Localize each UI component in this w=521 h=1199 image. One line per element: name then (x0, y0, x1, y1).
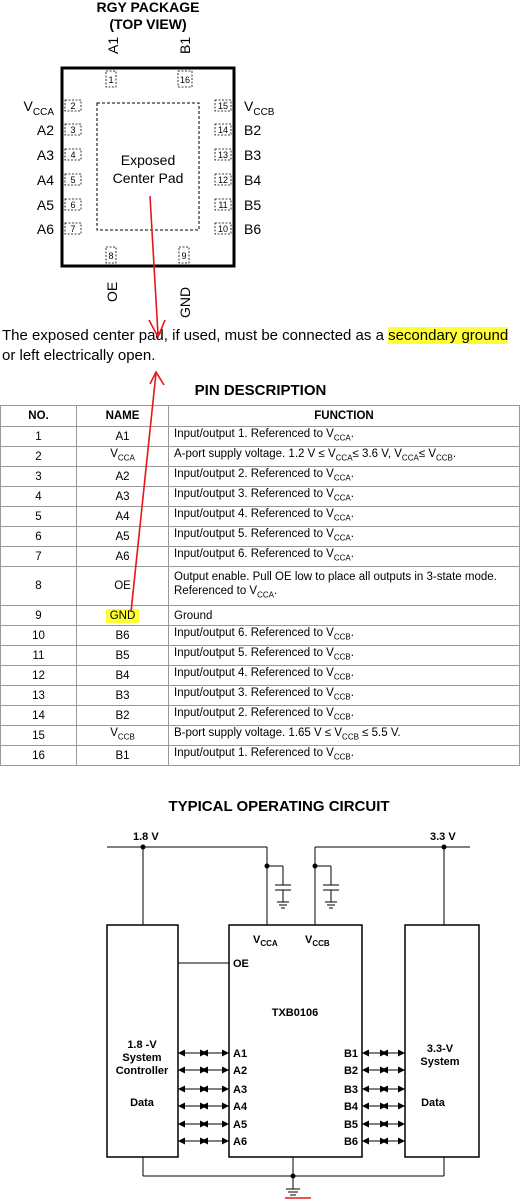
pin-label-left: A5 (36, 197, 54, 213)
junction-dot (313, 864, 318, 869)
pad-num-right: 12 (217, 175, 229, 185)
b-pin-label: B5 (343, 1119, 358, 1131)
pin-number: 1 (1, 427, 77, 447)
pin-function: Input/output 2. Referenced to $V_{CCB}$. (169, 706, 520, 726)
pin-name: B3 (77, 686, 169, 706)
table-row (1, 547, 520, 567)
table-row (1, 427, 520, 447)
pin-function: Input/output 5. Referenced to $V_{CCA}$. (169, 527, 520, 547)
pad-num-right: 15 (217, 101, 229, 111)
pin-name: OE (77, 567, 169, 606)
pin-name: B5 (77, 646, 169, 666)
pin-number: 12 (1, 666, 77, 686)
table-row (1, 726, 520, 746)
pin-label-b1: B1 (177, 36, 193, 54)
vcca-label: $V_{CCA}$ (253, 934, 278, 948)
pin-label-right: B2 (244, 122, 262, 138)
pin-number: 7 (1, 547, 77, 567)
a-pin-label: A6 (233, 1136, 248, 1148)
table-row (1, 626, 520, 646)
pad-num-left: 3 (70, 125, 76, 135)
pin-name: $V_{CCB}$ (77, 726, 169, 746)
pin-label-left: A2 (36, 122, 54, 138)
header-function: FUNCTION (169, 406, 520, 427)
pin-number: 4 (1, 487, 77, 507)
pad-num-right: 14 (217, 125, 229, 135)
pin-function: Output enable. Pull OE low to place all outputs in 3-state mode. Referenced to $V_{CCA}$. (169, 567, 520, 606)
pad-num-8: 8 (108, 251, 114, 261)
pin-function: Input/output 1. Referenced to $V_{CCA}$. (169, 427, 520, 447)
pad-num-right: 10 (217, 224, 229, 234)
table-row (1, 467, 520, 487)
header-name: NAME (77, 406, 169, 427)
pin-label-right: B5 (244, 197, 262, 213)
pin-description-table (0, 405, 520, 766)
pad-num-left: 4 (70, 150, 76, 160)
pin-number: 14 (1, 706, 77, 726)
table-row (1, 646, 520, 666)
bus-lines (178, 1048, 405, 1148)
pad-num-right: 11 (218, 200, 228, 210)
pin-number: 6 (1, 527, 77, 547)
pad-label-1: Exposed (120, 152, 176, 168)
pad-num-left: 5 (70, 175, 76, 185)
junction-dot (141, 845, 146, 850)
vccb-label: $V_{CCB}$ (305, 934, 330, 948)
pin-name: B6 (77, 626, 169, 646)
pin-label-right: B3 (244, 147, 262, 163)
rail-label-right: 3.3 V (430, 831, 456, 843)
pin-label-right: $V_{CCB}$ (244, 98, 275, 118)
b-pin-label: B4 (343, 1101, 358, 1113)
oe-label: OE (233, 958, 249, 970)
package-diagram (0, 0, 521, 325)
pad-label-2: Center Pad (112, 170, 184, 186)
table-row (1, 567, 520, 606)
pin-name: B2 (77, 706, 169, 726)
pin-name: $V_{CCA}$ (77, 447, 169, 467)
pin-name: A4 (77, 507, 169, 527)
pin-function: Ground (169, 606, 520, 626)
pin-label-left: A6 (36, 221, 54, 237)
pad-num-right: 13 (217, 150, 229, 160)
table-row (1, 666, 520, 686)
pin-function: A-port supply voltage. 1.2 $V \le V_{CCA}\le 3.6$ V, $V_{CCA}\le V_{CCB}$. (169, 447, 520, 467)
header-no: NO. (1, 406, 77, 427)
pin-function: Input/output 6. Referenced to $V_{CCA}$. (169, 547, 520, 567)
table-row (1, 447, 520, 467)
pin-label-left: A3 (36, 147, 54, 163)
pin-number: 15 (1, 726, 77, 746)
pin-number: 5 (1, 507, 77, 527)
pad-num-16: 16 (179, 75, 191, 85)
pin-name: B1 (77, 746, 169, 766)
pad-num-left: 2 (70, 101, 76, 111)
pin-name: GND (77, 606, 169, 626)
pin-name: A6 (77, 547, 169, 567)
pin-name: A3 (77, 487, 169, 507)
chip-name: TXB0106 (271, 1007, 319, 1019)
table-row (1, 507, 520, 527)
pin-number: 11 (1, 646, 77, 666)
system-label-2: System (420, 1056, 460, 1068)
pin-number: 3 (1, 467, 77, 487)
pin-function: Input/output 5. Referenced to $V_{CCB}$. (169, 646, 520, 666)
pin-description-title: PIN DESCRIPTION (194, 382, 327, 399)
pin-name: A2 (77, 467, 169, 487)
pin-name: A1 (77, 427, 169, 447)
a-pin-label: A2 (233, 1065, 248, 1077)
system-data-label: Data (421, 1097, 445, 1109)
pad-num-left: 6 (70, 200, 76, 210)
system-label-1: 3.3-V (426, 1043, 454, 1055)
pin-label-right: B4 (244, 172, 262, 188)
pad-num-left: 7 (70, 224, 76, 234)
controller-label-2: System (122, 1052, 162, 1064)
pin-label-gnd: GND (177, 286, 193, 318)
pin-number: 2 (1, 447, 77, 467)
pin-name: B4 (77, 666, 169, 686)
a-pin-label: A3 (233, 1084, 248, 1096)
circuit-title: TYPICAL OPERATING CIRCUIT (168, 798, 390, 815)
pin-number: 9 (1, 606, 77, 626)
a-pin-label: A4 (233, 1101, 248, 1113)
pad-num-9: 9 (181, 251, 187, 261)
note-highlight: secondary ground (388, 327, 509, 344)
junction-dot (265, 864, 270, 869)
a-pin-label: A1 (233, 1048, 248, 1060)
pad-num-1: 1 (108, 75, 114, 85)
pin-function: Input/output 3. Referenced to $V_{CCA}$. (169, 487, 520, 507)
center-pad-note (2, 326, 517, 366)
pin-function: B-port supply voltage. 1.65 $V \le V_{CCB} \le 5.5$ V. (169, 726, 520, 746)
table-row (1, 487, 520, 507)
note-text-1: The exposed center pad, if used, must be connected as a (2, 327, 389, 344)
b-pin-label: B1 (343, 1048, 358, 1060)
table-row (1, 686, 520, 706)
pin-number: 13 (1, 686, 77, 706)
table-row (1, 746, 520, 766)
controller-data-label: Data (130, 1097, 154, 1109)
table-row (1, 527, 520, 547)
pin-number: 16 (1, 746, 77, 766)
note-text-2: or left electrically open. (2, 347, 156, 364)
pin-function: Input/output 6. Referenced to $V_{CCB}$. (169, 626, 520, 646)
pin-name: A5 (77, 527, 169, 547)
pin-label-left: A4 (36, 172, 54, 188)
controller-label-3: Controller (115, 1065, 169, 1077)
b-pin-label: B3 (343, 1084, 358, 1096)
system-block (405, 925, 479, 1157)
pin-function: Input/output 3. Referenced to $V_{CCB}$. (169, 686, 520, 706)
pin-number: 8 (1, 567, 77, 606)
b-pin-label: B6 (343, 1136, 358, 1148)
pin-function: Input/output 1. Referenced to $V_{CCB}$. (169, 746, 520, 766)
pin-label-oe: OE (104, 281, 120, 302)
rail-label-left: 1.8 V (133, 831, 159, 843)
pin-function: Input/output 4. Referenced to $V_{CCA}$. (169, 507, 520, 527)
controller-label-1: 1.8 -V (127, 1039, 157, 1051)
table-row (1, 606, 520, 626)
junction-dot (291, 1174, 296, 1179)
pin-label-a1: A1 (105, 36, 121, 54)
pin-number: 10 (1, 626, 77, 646)
pin-label-right: B6 (244, 221, 262, 237)
typical-operating-circuit (0, 790, 521, 1199)
pin-function: Input/output 2. Referenced to $V_{CCA}$. (169, 467, 520, 487)
a-pin-label: A5 (233, 1119, 248, 1131)
txb0106-block (229, 925, 362, 1157)
junction-dot (442, 845, 447, 850)
b-pin-label: B2 (343, 1065, 358, 1077)
pin-label-left: $V_{CCA}$ (23, 98, 54, 118)
table-row (1, 706, 520, 726)
pin-function: Input/output 4. Referenced to $V_{CCB}$. (169, 666, 520, 686)
package-subtitle: (TOP VIEW) (109, 16, 187, 32)
package-title: RGY PACKAGE (96, 0, 200, 15)
table-header-row (1, 406, 520, 427)
